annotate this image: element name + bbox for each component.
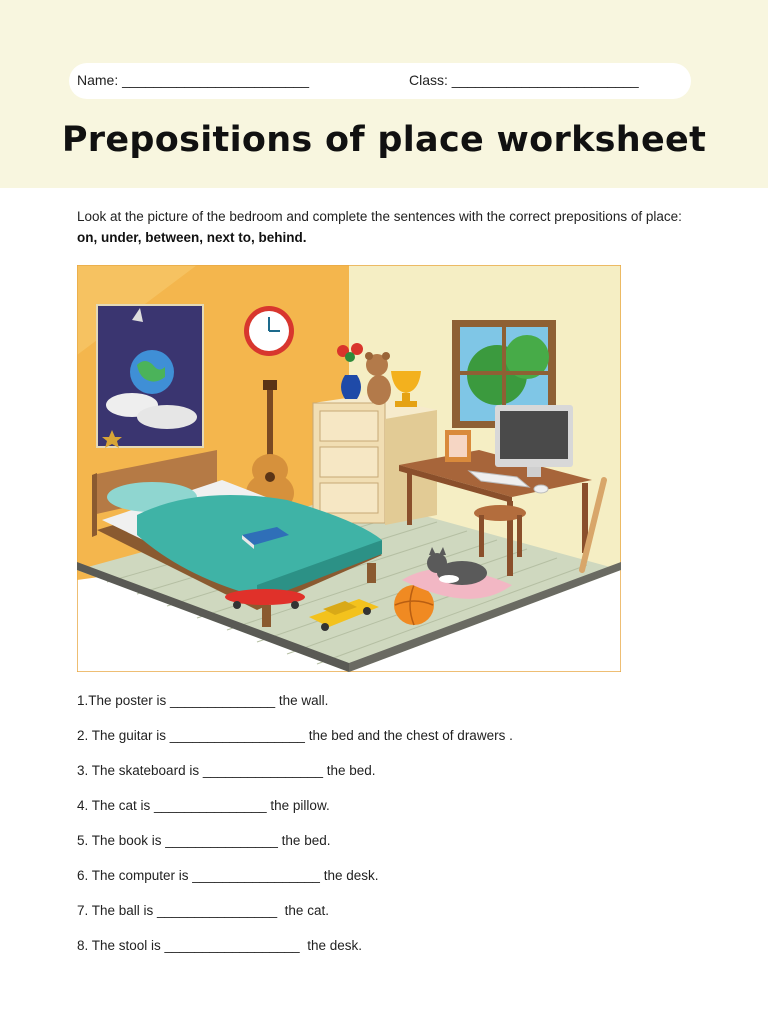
question-6[interactable]: 6. The computer is _________________ the desk. — [77, 868, 379, 883]
name-field[interactable]: Name: ________________________ — [77, 72, 309, 88]
question-7[interactable]: 7. The ball is ________________ the cat. — [77, 903, 329, 918]
question-1[interactable]: 1.The poster is ______________ the wall. — [77, 693, 329, 708]
poster-icon — [97, 305, 203, 448]
question-3[interactable]: 3. The skateboard is ________________ the bed. — [77, 763, 376, 778]
question-4[interactable]: 4. The cat is _______________ the pillow. — [77, 798, 330, 813]
worksheet-title: Prepositions of place worksheet — [61, 120, 707, 160]
class-field[interactable]: Class: ________________________ — [409, 72, 639, 88]
instructions — [77, 206, 697, 248]
chest-of-drawers-icon — [313, 395, 437, 525]
bedroom-illustration — [77, 265, 621, 672]
question-5[interactable]: 5. The book is _______________ the bed. — [77, 833, 331, 848]
question-list — [77, 690, 717, 970]
photo-frame-icon — [445, 430, 471, 462]
question-2[interactable]: 2. The guitar is __________________ the bed and the chest of drawers . — [77, 728, 513, 743]
question-8[interactable]: 8. The stool is __________________ the desk. — [77, 938, 362, 953]
preposition-word-list: on, under, between, next to, behind. — [77, 230, 307, 245]
instructions-text: Look at the picture of the bedroom and complete the sentences with the correct prepositions of place: — [77, 209, 682, 224]
clock-icon — [244, 306, 294, 356]
